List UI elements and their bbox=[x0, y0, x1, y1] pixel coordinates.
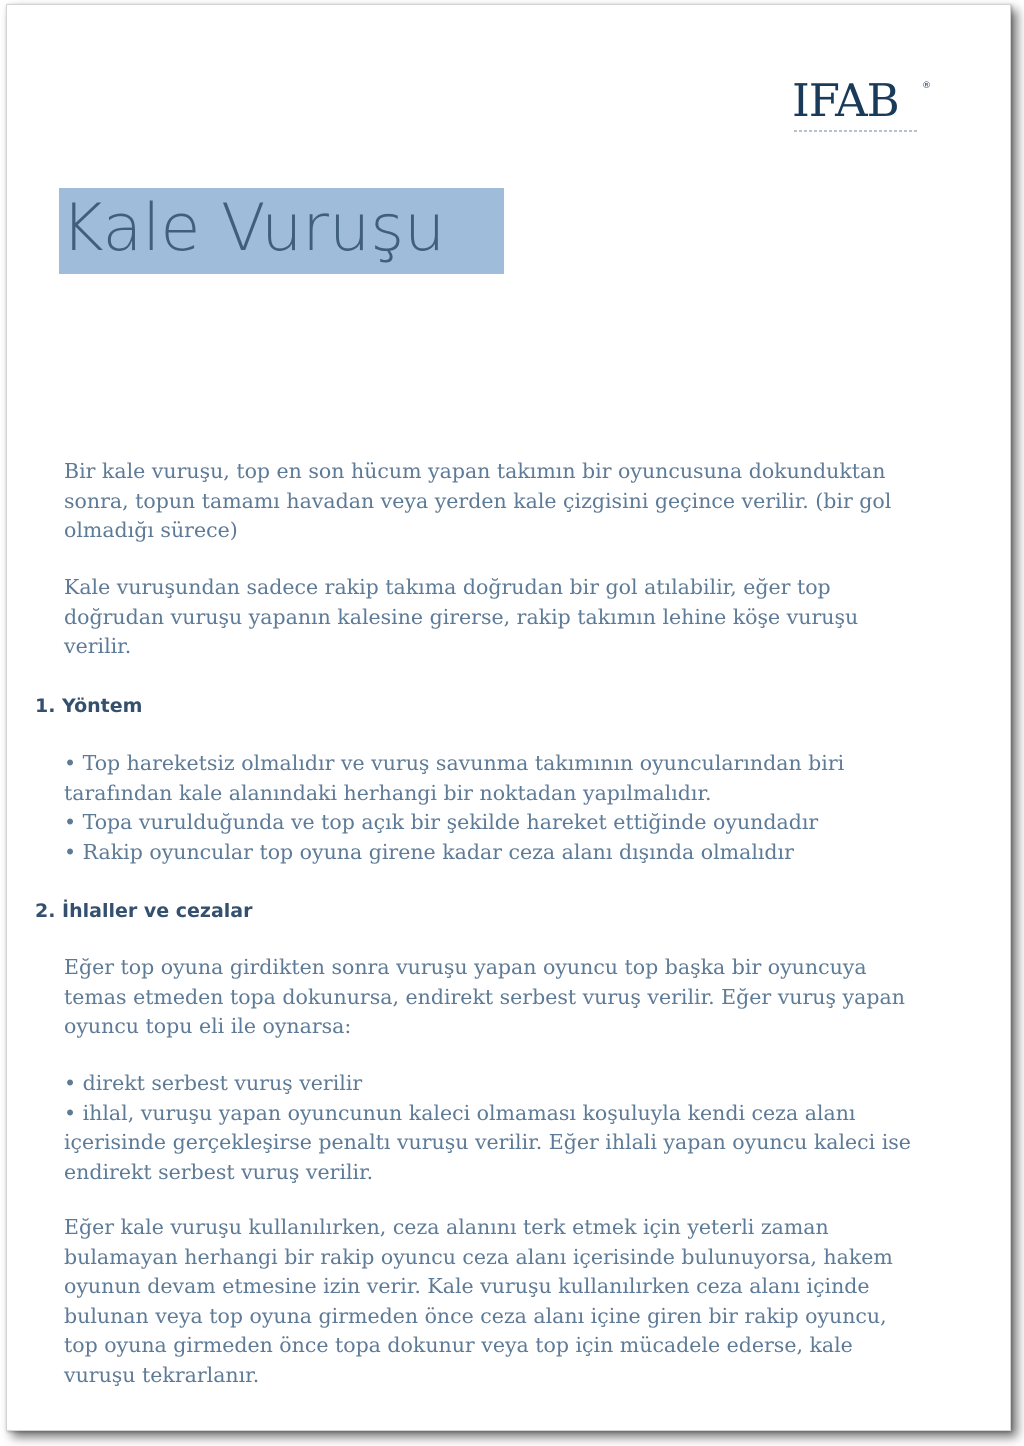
offences-bullet-list bbox=[64, 1069, 924, 1187]
page-title: Kale Vuruşu bbox=[61, 191, 446, 266]
logo-registered-mark: ® bbox=[922, 81, 931, 91]
intro-paragraph-1: Bir kale vuruşu, top en son hücum yapan takımın bir oyuncusuna dokunduktan sonra, topun tamamı havadan veya yerden kale çizgisini geçince verilir. (bir gol olmadığı sürece) bbox=[64, 459, 892, 542]
list-item: • Topa vurulduğunda ve top açık bir şekilde hareket ettiğinde oyundadır bbox=[64, 810, 819, 834]
method-bullet-list bbox=[64, 749, 924, 867]
list-item: • Rakip oyuncular top oyuna girene kadar ceza alanı dışında olmalıdır bbox=[64, 839, 794, 864]
list-item: • direkt serbest vuruş verilir bbox=[64, 1071, 363, 1095]
section-heading-method: 1. Yöntem bbox=[35, 695, 143, 717]
title-highlight bbox=[59, 188, 504, 274]
offences-intro-paragraph: Eğer top oyuna girdikten sonra vuruşu yapan oyuncu top başka bir oyuncuya temas etmeden topa dokunursa, endirekt serbest vuruş verilir. Eğer vuruş yapan oyuncu topu eli ile oynarsa: bbox=[64, 955, 905, 1038]
logo-wordmark: IFAB bbox=[792, 74, 899, 127]
list-item: • Top hareketsiz olmalıdır ve vuruş savunma takımının oyuncularından biri tarafından kale alanındaki herhangi bir noktadan yapılmalıdır. bbox=[64, 751, 845, 805]
document-page bbox=[6, 4, 1011, 1431]
ifab-logo bbox=[792, 75, 932, 145]
closing-paragraph: Eğer kale vuruşu kullanılırken, ceza alanını terk etmek için yeterli zaman bulamayan herhangi bir rakip oyuncu ceza alanı içerisinde bulunuyorsa, hakem oyunun devam etmesine izin verir. Kale vuruşu kullanılırken ceza alanı içinde bulunan veya top oyuna girmeden önce ceza alanı içine giren bir rakip oyuncu, top oyuna girmeden önce topa dokunur veya top için mücadele ederse, kale vuruşu tekrarlanır. bbox=[64, 1215, 893, 1387]
logo-tagline-line bbox=[794, 130, 918, 132]
intro-paragraph-2: Kale vuruşundan sadece rakip takıma doğrudan bir gol atılabilir, eğer top doğrudan vuruşu yapanın kalesine girerse, rakip takımın lehine köşe vuruşu verilir. bbox=[64, 575, 859, 658]
list-item: • ihlal, vuruşu yapan oyuncunun kaleci olmaması koşuluyla kendi ceza alanı içerisinde gerçekleşirse penaltı vuruşu verilir. Eğer ihlali yapan oyuncu kaleci ise endirekt serbest vuruş verilir. bbox=[64, 1100, 911, 1184]
section-heading-offences: 2. İhlaller ve cezalar bbox=[35, 900, 253, 922]
